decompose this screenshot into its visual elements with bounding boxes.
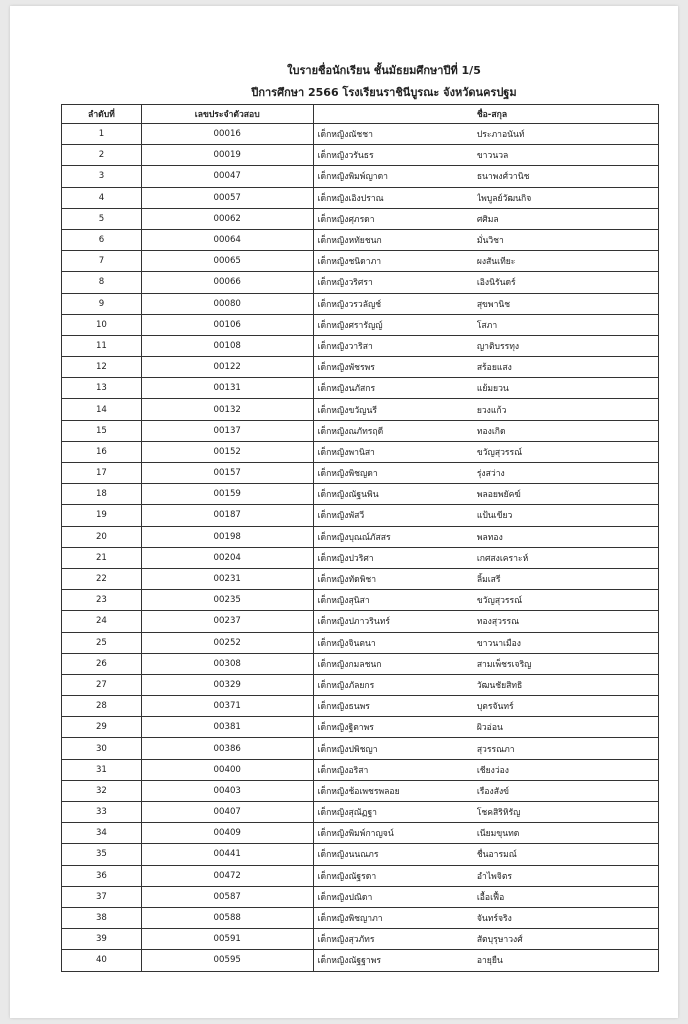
row-exam-id: 00131 xyxy=(141,378,313,399)
row-number: 12 xyxy=(62,357,142,378)
row-number: 16 xyxy=(62,441,142,462)
row-number: 13 xyxy=(62,378,142,399)
row-surname: สามเพ็ชรเจริญ xyxy=(477,653,659,674)
row-surname: พลอยพยัคฆ์ xyxy=(477,484,659,505)
row-surname: ทองสุวรรณ xyxy=(477,611,659,632)
row-number: 26 xyxy=(62,653,142,674)
row-exam-id: 00231 xyxy=(141,568,313,589)
row-exam-id: 00187 xyxy=(141,505,313,526)
table-row xyxy=(62,590,659,611)
student-list-table xyxy=(61,104,659,972)
table-row xyxy=(62,738,659,759)
row-surname: เอื้อเฟื้อ xyxy=(477,886,659,907)
header-fullname-label: ชื่อ-สกุล xyxy=(477,105,659,124)
row-exam-id: 00237 xyxy=(141,611,313,632)
row-exam-id: 00159 xyxy=(141,484,313,505)
row-exam-id: 00157 xyxy=(141,463,313,484)
row-number: 7 xyxy=(62,251,142,272)
row-surname: ทองเกิด xyxy=(477,420,659,441)
row-number: 20 xyxy=(62,526,142,547)
row-surname: อายุยืน xyxy=(477,950,659,971)
row-surname: ศศิมล xyxy=(477,208,659,229)
row-surname: ผิวอ่อน xyxy=(477,717,659,738)
row-exam-id: 00016 xyxy=(141,124,313,145)
row-surname: บุตรจันทร์ xyxy=(477,696,659,717)
row-first-name: เด็กหญิงวรวลัญช์ xyxy=(313,293,477,314)
row-surname: แย้มยวน xyxy=(477,378,659,399)
table-row xyxy=(62,124,659,145)
row-exam-id: 00057 xyxy=(141,187,313,208)
table-row xyxy=(62,632,659,653)
table-row xyxy=(62,441,659,462)
row-first-name: เด็กหญิงวาริสา xyxy=(313,335,477,356)
row-surname: ขาวนวล xyxy=(477,145,659,166)
row-exam-id: 00066 xyxy=(141,272,313,293)
table-row xyxy=(62,823,659,844)
header-fullname xyxy=(313,105,477,124)
table-row xyxy=(62,865,659,886)
table-row xyxy=(62,378,659,399)
row-number: 31 xyxy=(62,759,142,780)
row-first-name: เด็กหญิงปวริศา xyxy=(313,547,477,568)
row-number: 22 xyxy=(62,568,142,589)
row-exam-id: 00122 xyxy=(141,357,313,378)
header-exam-id: เลขประจำตัวสอบ xyxy=(141,105,313,124)
row-exam-id: 00235 xyxy=(141,590,313,611)
row-first-name: เด็กหญิงเอิงปราณ xyxy=(313,187,477,208)
row-surname: สร้อยแสง xyxy=(477,357,659,378)
row-surname: เชียงว่อง xyxy=(477,759,659,780)
row-first-name: เด็กหญิงณภัทรฤดี xyxy=(313,420,477,441)
row-surname: ไพบูลย์วัฒนกิจ xyxy=(477,187,659,208)
row-number: 34 xyxy=(62,823,142,844)
row-first-name: เด็กหญิงพานิสา xyxy=(313,441,477,462)
table-row xyxy=(62,717,659,738)
row-first-name: เด็กหญิงพัสวี xyxy=(313,505,477,526)
table-row xyxy=(62,251,659,272)
row-surname: ธนาพงศ์วานิช xyxy=(477,166,659,187)
row-surname: โชคสิริหิรัญ xyxy=(477,802,659,823)
table-row xyxy=(62,187,659,208)
row-first-name: เด็กหญิงปพิชญา xyxy=(313,738,477,759)
row-exam-id: 00386 xyxy=(141,738,313,759)
row-first-name: เด็กหญิงธนพร xyxy=(313,696,477,717)
row-exam-id: 00595 xyxy=(141,950,313,971)
row-surname: ขวัญสุวรรณ์ xyxy=(477,441,659,462)
row-first-name: เด็กหญิงสุวภัทร xyxy=(313,929,477,950)
row-first-name: เด็กหญิงช้อเพชรพลอย xyxy=(313,780,477,801)
row-number: 15 xyxy=(62,420,142,441)
row-first-name: เด็กหญิงวริศรา xyxy=(313,272,477,293)
table-row xyxy=(62,802,659,823)
row-exam-id: 00047 xyxy=(141,166,313,187)
row-number: 33 xyxy=(62,802,142,823)
table-row xyxy=(62,907,659,928)
row-surname: ชื่นอารมณ์ xyxy=(477,844,659,865)
table-row xyxy=(62,463,659,484)
row-number: 32 xyxy=(62,780,142,801)
row-exam-id: 00064 xyxy=(141,229,313,250)
row-exam-id: 00587 xyxy=(141,886,313,907)
row-exam-id: 00407 xyxy=(141,802,313,823)
row-surname: สัตบุรุษาวงศ์ xyxy=(477,929,659,950)
row-first-name: เด็กหญิงพัชรพร xyxy=(313,357,477,378)
row-exam-id: 00381 xyxy=(141,717,313,738)
row-first-name: เด็กหญิงปณิดา xyxy=(313,886,477,907)
row-first-name: เด็กหญิงพิมพ์กาญจน์ xyxy=(313,823,477,844)
row-exam-id: 00588 xyxy=(141,907,313,928)
row-number: 30 xyxy=(62,738,142,759)
row-exam-id: 00137 xyxy=(141,420,313,441)
row-surname: ขาวนาเมือง xyxy=(477,632,659,653)
row-first-name: เด็กหญิงศรารัญญ์ xyxy=(313,314,477,335)
row-surname: เกศสงเคราะห์ xyxy=(477,547,659,568)
row-surname: เรืองสังข์ xyxy=(477,780,659,801)
row-number: 4 xyxy=(62,187,142,208)
row-first-name: เด็กหญิงพิชญาภา xyxy=(313,907,477,928)
row-surname: สุขพานิช xyxy=(477,293,659,314)
row-first-name: เด็กหญิงณัฐฐาพร xyxy=(313,950,477,971)
row-number: 36 xyxy=(62,865,142,886)
row-exam-id: 00403 xyxy=(141,780,313,801)
table-row xyxy=(62,568,659,589)
row-surname: ญาติบรรทุง xyxy=(477,335,659,356)
row-number: 35 xyxy=(62,844,142,865)
row-first-name: เด็กหญิงอริสา xyxy=(313,759,477,780)
row-exam-id: 00080 xyxy=(141,293,313,314)
row-exam-id: 00472 xyxy=(141,865,313,886)
row-exam-id: 00106 xyxy=(141,314,313,335)
row-exam-id: 00204 xyxy=(141,547,313,568)
row-first-name: เด็กหญิงบุณณ์ภัสสร xyxy=(313,526,477,547)
row-exam-id: 00198 xyxy=(141,526,313,547)
row-number: 6 xyxy=(62,229,142,250)
row-first-name: เด็กหญิงชนิดาภา xyxy=(313,251,477,272)
table-row xyxy=(62,547,659,568)
table-row xyxy=(62,229,659,250)
row-exam-id: 00062 xyxy=(141,208,313,229)
table-row xyxy=(62,886,659,907)
document-page xyxy=(10,6,678,1018)
row-surname: สุวรรณภา xyxy=(477,738,659,759)
table-row xyxy=(62,844,659,865)
row-surname: ประภาอนันท์ xyxy=(477,124,659,145)
row-exam-id: 00371 xyxy=(141,696,313,717)
table-row xyxy=(62,399,659,420)
row-surname: รุ่งสว่าง xyxy=(477,463,659,484)
row-first-name: เด็กหญิงขวัญนรี xyxy=(313,399,477,420)
row-first-name: เด็กหญิงณัฐรดา xyxy=(313,865,477,886)
table-row xyxy=(62,293,659,314)
row-first-name: เด็กหญิงสุนิสา xyxy=(313,590,477,611)
row-surname: วัฒนชัยสิทธิ xyxy=(477,674,659,695)
row-exam-id: 00441 xyxy=(141,844,313,865)
row-first-name: เด็กหญิงพิมพ์ญาดา xyxy=(313,166,477,187)
row-first-name: เด็กหญิงพิชญดา xyxy=(313,463,477,484)
row-number: 14 xyxy=(62,399,142,420)
row-number: 11 xyxy=(62,335,142,356)
row-first-name: เด็กหญิงปภาวรินทร์ xyxy=(313,611,477,632)
row-exam-id: 00152 xyxy=(141,441,313,462)
row-first-name: เด็กหญิงหทัยชนก xyxy=(313,229,477,250)
row-number: 9 xyxy=(62,293,142,314)
row-surname: พลทอง xyxy=(477,526,659,547)
row-first-name: เด็กหญิงณัชชา xyxy=(313,124,477,145)
row-surname: อำไพจิตร xyxy=(477,865,659,886)
row-exam-id: 00108 xyxy=(141,335,313,356)
table-row xyxy=(62,950,659,971)
row-first-name: เด็กหญิงศุภรดา xyxy=(313,208,477,229)
document-title: ใบรายชื่อนักเรียน ชั้นมัธยมศึกษาปีที่ 1/5 xyxy=(287,64,481,77)
table-header-row xyxy=(62,105,659,124)
row-exam-id: 00329 xyxy=(141,674,313,695)
table-row xyxy=(62,166,659,187)
row-first-name: เด็กหญิงจินตนา xyxy=(313,632,477,653)
row-number: 40 xyxy=(62,950,142,971)
row-exam-id: 00591 xyxy=(141,929,313,950)
table-row xyxy=(62,653,659,674)
table-row xyxy=(62,505,659,526)
row-exam-id: 00400 xyxy=(141,759,313,780)
row-number: 2 xyxy=(62,145,142,166)
table-row xyxy=(62,335,659,356)
row-first-name: เด็กหญิงฐิตาพร xyxy=(313,717,477,738)
row-number: 27 xyxy=(62,674,142,695)
table-row xyxy=(62,208,659,229)
row-number: 3 xyxy=(62,166,142,187)
table-row xyxy=(62,145,659,166)
row-number: 25 xyxy=(62,632,142,653)
table-row xyxy=(62,272,659,293)
row-first-name: เด็กหญิงนนณภร xyxy=(313,844,477,865)
row-number: 18 xyxy=(62,484,142,505)
row-first-name: เด็กหญิงกมลชนก xyxy=(313,653,477,674)
table-row xyxy=(62,420,659,441)
row-number: 21 xyxy=(62,547,142,568)
row-surname: แป้นเขียว xyxy=(477,505,659,526)
row-surname: เนียมขุนทด xyxy=(477,823,659,844)
table-row xyxy=(62,611,659,632)
row-number: 24 xyxy=(62,611,142,632)
row-number: 37 xyxy=(62,886,142,907)
row-first-name: เด็กหญิงณัฐนพิน xyxy=(313,484,477,505)
row-number: 29 xyxy=(62,717,142,738)
table-row xyxy=(62,357,659,378)
row-number: 19 xyxy=(62,505,142,526)
header-number: ลำดับที่ xyxy=(62,105,142,124)
row-surname: ยวงแก้ว xyxy=(477,399,659,420)
row-surname: ลิ้มเสรี xyxy=(477,568,659,589)
row-surname: มั่นวิชา xyxy=(477,229,659,250)
row-number: 17 xyxy=(62,463,142,484)
row-first-name: เด็กหญิงวรันธร xyxy=(313,145,477,166)
row-first-name: เด็กหญิงนภัสกร xyxy=(313,378,477,399)
row-surname: ขวัญสุวรรณ์ xyxy=(477,590,659,611)
row-exam-id: 00065 xyxy=(141,251,313,272)
document-subtitle: ปีการศึกษา 2566 โรงเรียนราชินีบูรณะ จังหวัดนครปฐม xyxy=(251,86,517,99)
row-exam-id: 00252 xyxy=(141,632,313,653)
table-row xyxy=(62,696,659,717)
row-first-name: เด็กหญิงสุณัฏฐา xyxy=(313,802,477,823)
table-row xyxy=(62,526,659,547)
row-surname: โสภา xyxy=(477,314,659,335)
row-exam-id: 00019 xyxy=(141,145,313,166)
row-first-name: เด็กหญิงทัดพิชา xyxy=(313,568,477,589)
row-number: 28 xyxy=(62,696,142,717)
row-number: 23 xyxy=(62,590,142,611)
row-number: 38 xyxy=(62,907,142,928)
row-surname: เอิงนิรันดร์ xyxy=(477,272,659,293)
row-exam-id: 00409 xyxy=(141,823,313,844)
row-surname: จันทร์จริง xyxy=(477,907,659,928)
row-number: 5 xyxy=(62,208,142,229)
table-row xyxy=(62,929,659,950)
row-number: 8 xyxy=(62,272,142,293)
row-exam-id: 00132 xyxy=(141,399,313,420)
table-row xyxy=(62,484,659,505)
row-exam-id: 00308 xyxy=(141,653,313,674)
row-number: 39 xyxy=(62,929,142,950)
row-first-name: เด็กหญิงภัลยกร xyxy=(313,674,477,695)
row-number: 1 xyxy=(62,124,142,145)
table-row xyxy=(62,780,659,801)
table-row xyxy=(62,314,659,335)
table-row xyxy=(62,759,659,780)
row-surname: ผงสันเทียะ xyxy=(477,251,659,272)
row-number: 10 xyxy=(62,314,142,335)
table-row xyxy=(62,674,659,695)
